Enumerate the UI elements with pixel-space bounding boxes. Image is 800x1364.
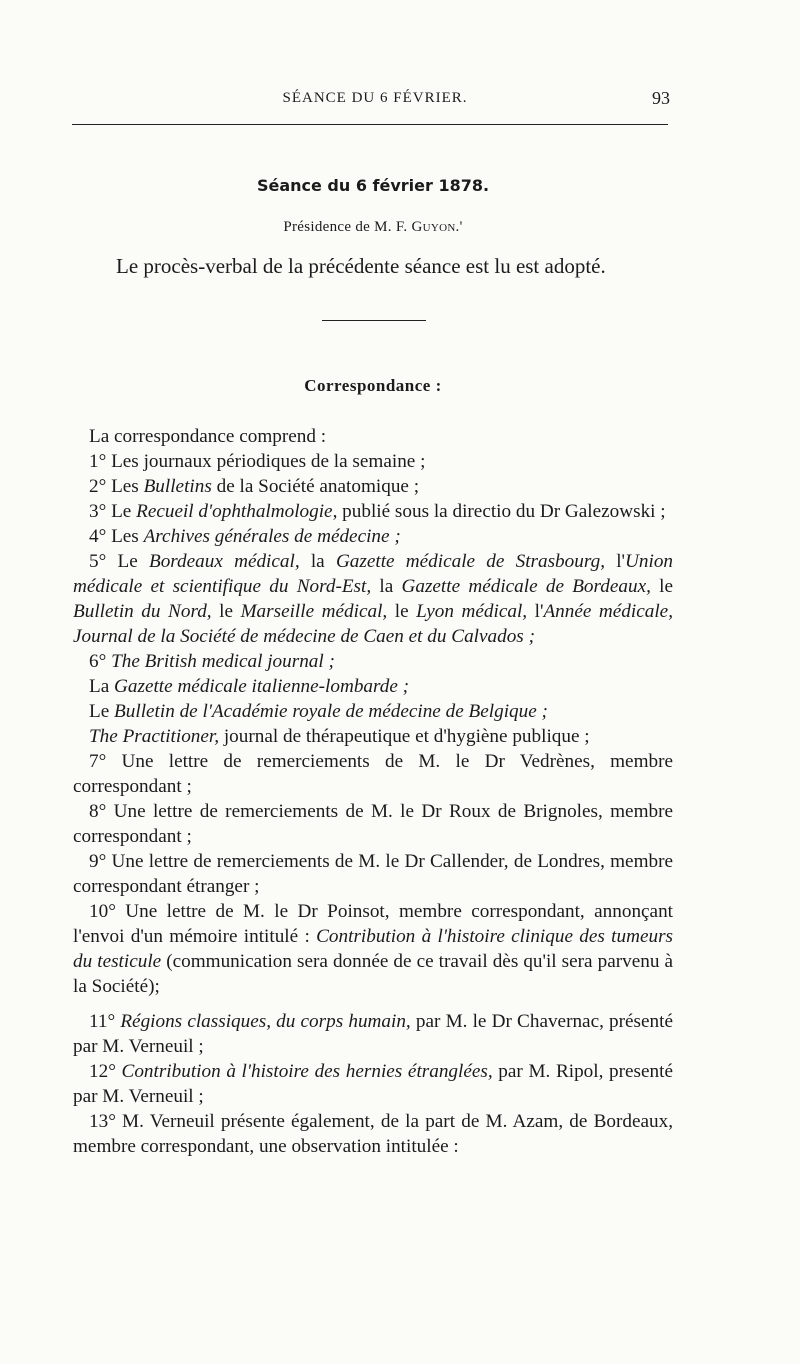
text-run: le <box>211 601 241 622</box>
italic-title-run: Recueil d'ophthalmologie <box>136 501 333 522</box>
italic-title-run: Bulletin du Nord, <box>73 601 212 622</box>
text-run: La correspondance comprend : <box>89 426 327 447</box>
italic-title-run: Contribution à l'histoire clinique des tumeurs du testicule <box>73 926 674 972</box>
italic-title-run: The British medical journal ; <box>111 651 335 672</box>
correspondence-item <box>73 424 673 449</box>
italic-title-run: Gazette médicale de Strasbourg, <box>335 551 605 572</box>
text-run: de la Société anatomique ; <box>211 476 420 497</box>
text-run: 2° Les <box>89 476 144 497</box>
text-run: , publié sous la directio du Dr Galezowski ; <box>332 501 666 522</box>
text-run: 6° <box>89 651 112 672</box>
text-run: journal de thérapeutique et d'hygiène publique ; <box>219 726 590 747</box>
text-run: 4° Les <box>89 526 144 547</box>
text-run: 10° Une lettre de M. le Dr Poinsot, membre correspondant, annonçant l'envoi d'un mémoire intitulé : <box>73 901 673 947</box>
text-run: 9° Une lettre de remerciements de M. le Dr Callender, de Londres, membre correspondant étranger ; <box>73 851 673 897</box>
correspondence-list <box>73 424 673 1159</box>
president-name: Guyon. <box>411 219 460 235</box>
correspondence-item <box>73 799 673 849</box>
italic-title-run: Contribution à l'histoire des hernies étranglées, <box>121 1061 493 1082</box>
correspondence-item <box>73 549 673 649</box>
text-run: 8° Une lettre de remerciements de M. le Dr Roux de Brignoles, membre correspondant ; <box>73 801 673 847</box>
page-number: 93 <box>652 88 670 108</box>
correspondence-item <box>73 1059 673 1109</box>
correspondence-item <box>73 724 673 749</box>
correspondence-item <box>73 474 673 499</box>
running-head <box>72 90 678 112</box>
text-run: 13° M. Verneuil présente également, de la part de M. Azam, de Bordeaux, membre correspondant, une observation intitulée : <box>73 1111 673 1157</box>
italic-title-run: Bulletin de l'Académie royale de médecine de Belgique ; <box>114 701 548 722</box>
correspondence-item <box>73 1009 673 1059</box>
text-run: (communication sera donnée de ce travail dès qu'il sera parvenu à la Société); <box>73 951 673 997</box>
correspondence-item <box>73 449 673 474</box>
text-run: le <box>650 576 673 597</box>
correspondence-item <box>73 1109 673 1159</box>
italic-title-run: Marseille médical, <box>240 601 388 622</box>
correspondence-item <box>73 899 673 999</box>
text-run: l' <box>527 601 544 622</box>
text-run: 3° Le <box>89 501 137 522</box>
presidency-prefix: Présidence de M. F. <box>283 219 412 235</box>
text-run: par M. Ripol, presenté par M. Verneuil ; <box>73 1061 673 1107</box>
text-run: 1° Les journaux périodiques de la semaine ; <box>89 451 426 472</box>
italic-title-run: Gazette médicale de Bordeaux, <box>401 576 651 597</box>
text-run: 12° <box>89 1061 122 1082</box>
italic-title-run: Gazette médicale italienne-lombarde ; <box>114 676 410 697</box>
header-rule <box>72 124 668 125</box>
correspondence-item <box>73 499 673 524</box>
italic-title-run: Lyon médical, <box>416 601 528 622</box>
text-run: 11° <box>89 1011 121 1032</box>
italic-title-run: Bordeaux médical, <box>148 551 300 572</box>
text-run: 5° Le <box>89 551 149 572</box>
correspondence-heading: Correspondance : <box>304 376 442 395</box>
italic-title-run: Union médicale et scientifique du Nord-Est, <box>73 551 673 597</box>
text-run: 7° Une lettre de remerciements de M. le Dr Vedrènes, membre correspondant ; <box>73 751 673 797</box>
presidency-suffix: ' <box>459 219 463 235</box>
session-title: Séance du 6 février 1878. <box>256 176 490 195</box>
text-run: Le <box>89 701 115 722</box>
correspondence-item <box>73 674 673 699</box>
text-run: la <box>371 576 402 597</box>
presidency-line <box>0 219 746 236</box>
minutes-statement: Le procès-verbal de la précédente séance est lu est adopté. <box>116 254 606 278</box>
italic-title-run: Année médicale, Journal de la Société de médecine de Caen et du Calvados ; <box>73 601 673 647</box>
text-run: le <box>387 601 417 622</box>
text-run: l' <box>605 551 626 572</box>
section-divider <box>322 320 426 321</box>
italic-title-run: Bulletins <box>143 476 212 497</box>
text-run: La <box>89 676 115 697</box>
italic-title-run: The Practitioner, <box>89 726 220 747</box>
correspondence-item <box>73 649 673 674</box>
italic-title-run: Archives générales de médecine ; <box>143 526 401 547</box>
running-title: SÉANCE DU 6 FÉVRIER. <box>282 90 468 106</box>
text-run: par M. le Dr Chavernac, présenté par M. Verneuil ; <box>73 1011 673 1057</box>
correspondence-item <box>73 699 673 724</box>
correspondence-item <box>73 849 673 899</box>
correspondence-item <box>73 524 673 549</box>
italic-title-run: Régions classiques, du corps humain, <box>120 1011 411 1032</box>
text-run: la <box>299 551 336 572</box>
correspondence-item <box>73 749 673 799</box>
